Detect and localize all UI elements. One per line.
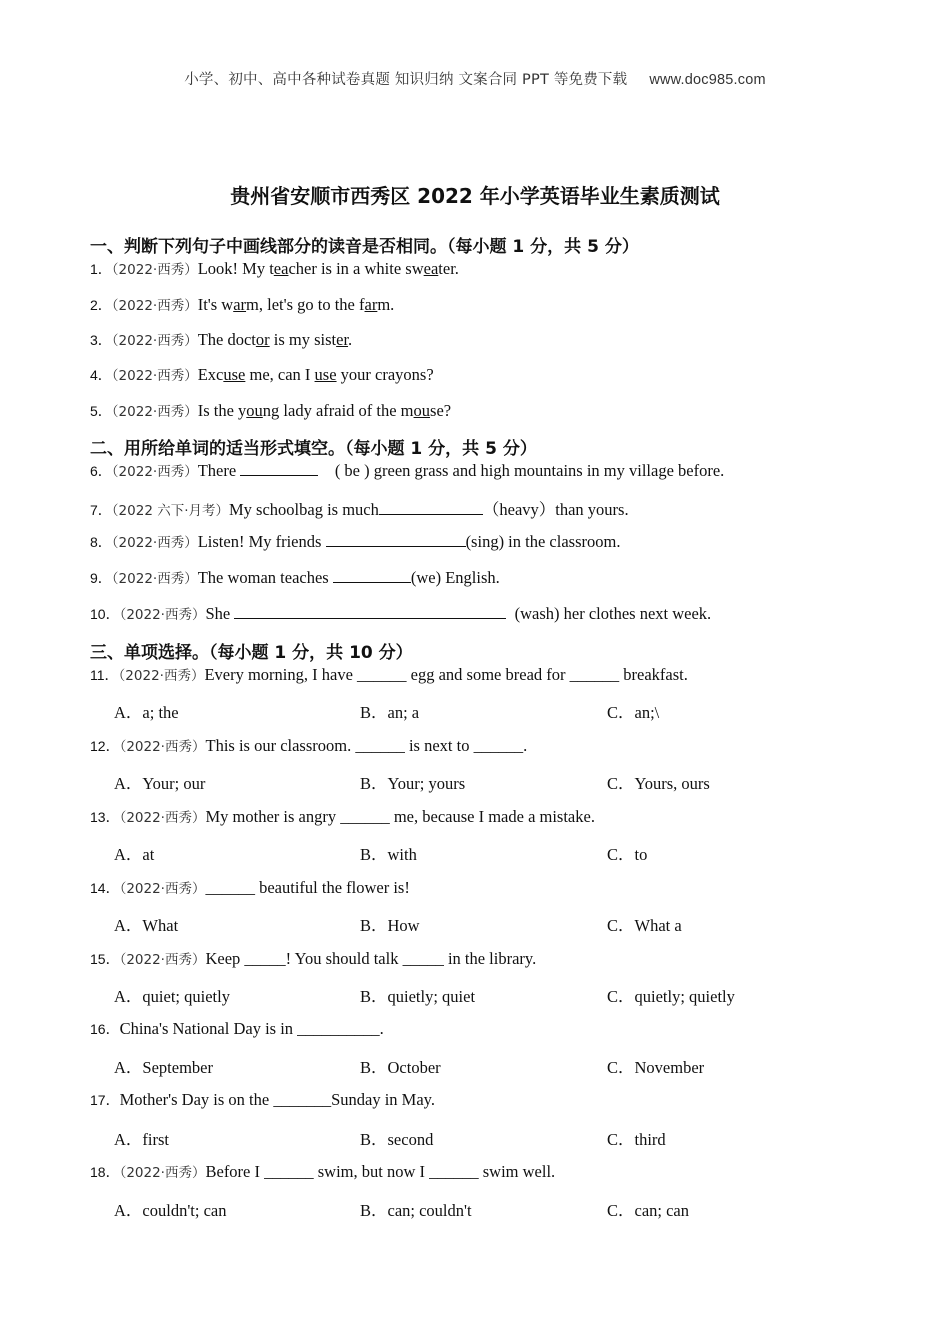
option-a[interactable]: A．at <box>114 845 155 864</box>
question-text: My schoolbag is much <box>229 500 379 519</box>
option-a[interactable]: A．first <box>114 1130 169 1149</box>
page-title: 贵州省安顺市西秀区 2022 年小学英语毕业生素质测试 <box>230 184 720 208</box>
section-1-heading: 一、判断下列句子中画线部分的读音是否相同。（每小题 1 分，共 5 分） <box>90 237 639 257</box>
question-number: 7． <box>90 502 112 518</box>
option-c[interactable]: C．can; can <box>607 1201 690 1220</box>
question-text: ( be ) green grass and high mountains in my village before. <box>318 461 725 480</box>
option-a[interactable]: A．a; the <box>114 703 179 722</box>
question-source: （2022·西秀） <box>119 607 206 623</box>
question-text: The woman teaches <box>197 568 333 587</box>
header-text: 小学、初中、高中各种试卷真题 知识归纳 文案合同 PPT 等免费下载 <box>184 72 628 88</box>
question-text: (wash) her clothes next week. <box>506 604 712 623</box>
underlined-part: ar <box>364 295 378 314</box>
option-a[interactable]: A．quiet; quietly <box>114 987 230 1006</box>
question-source: （2022·西秀） <box>119 881 206 897</box>
question-text: （heavy）than yours. <box>482 500 629 519</box>
underlined-part: ea <box>423 259 439 278</box>
option-b[interactable]: B．with <box>360 845 417 864</box>
question-13 <box>90 806 595 827</box>
answer-blank[interactable] <box>326 532 466 547</box>
question-text: ter. <box>438 259 459 278</box>
question-source: （2022·西秀） <box>119 1165 206 1181</box>
question-source: （2022 六下·月考） <box>111 503 229 519</box>
question-text: Listen! My friends <box>197 532 326 551</box>
question-number: 14． <box>90 880 120 896</box>
underlined-part: use <box>314 365 337 384</box>
question-number: 18． <box>90 1164 120 1180</box>
question-2 <box>90 294 394 315</box>
question-text: (we) English. <box>410 568 500 587</box>
question-number: 10． <box>90 606 120 622</box>
question-8 <box>90 531 620 552</box>
question-source: （2022·西秀） <box>119 739 206 755</box>
option-b[interactable]: B．October <box>360 1058 441 1077</box>
question-number: 1． <box>90 261 112 277</box>
option-b[interactable]: B．second <box>360 1130 434 1149</box>
question-number: 5． <box>90 403 112 419</box>
question-12 <box>90 735 527 756</box>
question-text: Exc <box>197 365 224 384</box>
question-text: se? <box>430 401 452 420</box>
question-number: 2． <box>90 297 112 313</box>
question-source: （2022·西秀） <box>118 668 205 684</box>
question-source: （2022·西秀） <box>111 368 198 384</box>
option-b[interactable]: B．an; a <box>360 703 420 722</box>
question-text: cher is in a white sw <box>288 259 424 278</box>
option-b[interactable]: B．Your; yours <box>360 774 466 793</box>
question-number: 15． <box>90 951 120 967</box>
underlined-part: ea <box>273 259 289 278</box>
question-text: Before I ______ swim, but now I ______ swim well. <box>205 1162 556 1181</box>
question-text: There <box>197 461 241 480</box>
question-text: Mother's Day is on the _______Sunday in May. <box>119 1090 435 1109</box>
question-source: （2022·西秀） <box>111 404 198 420</box>
option-c[interactable]: C．quietly; quietly <box>607 987 735 1006</box>
question-text: She <box>205 604 235 623</box>
question-number: 3． <box>90 332 112 348</box>
question-number: 9． <box>90 570 112 586</box>
question-number: 8． <box>90 534 112 550</box>
question-text: ng lady afraid of the m <box>262 401 414 420</box>
underlined-part: use <box>223 365 246 384</box>
question-text: Keep _____! You should talk _____ in the library. <box>205 949 537 968</box>
question-text: It's w <box>197 295 234 314</box>
option-b[interactable]: B．can; couldn't <box>360 1201 472 1220</box>
question-text: me, can I <box>245 365 315 384</box>
question-text: Look! My t <box>197 259 274 278</box>
answer-blank[interactable] <box>379 500 483 515</box>
option-c[interactable]: C．to <box>607 845 648 864</box>
answer-blank[interactable] <box>333 568 411 583</box>
section-3-heading: 三、单项选择。（每小题 1 分，共 10 分） <box>90 643 413 663</box>
question-15 <box>90 948 536 969</box>
option-a[interactable]: A．September <box>114 1058 213 1077</box>
question-source: （2022·西秀） <box>111 333 198 349</box>
option-c[interactable]: C．Yours, ours <box>607 774 710 793</box>
question-source: （2022·西秀） <box>111 298 198 314</box>
question-9 <box>90 567 500 588</box>
question-text: is my sist <box>269 330 337 349</box>
option-a[interactable]: A．couldn't; can <box>114 1201 227 1220</box>
question-number: 6． <box>90 463 112 479</box>
page-header <box>0 68 950 89</box>
answer-blank[interactable] <box>234 604 506 619</box>
option-a[interactable]: A．What <box>114 916 179 935</box>
question-6 <box>90 460 724 481</box>
option-c[interactable]: C．third <box>607 1130 666 1149</box>
question-source: （2022·西秀） <box>119 810 206 826</box>
question-18 <box>90 1161 555 1182</box>
question-number: 17． <box>90 1092 120 1108</box>
question-number: 16． <box>90 1021 120 1037</box>
question-text: ______ beautiful the flower is! <box>205 878 410 897</box>
option-b[interactable]: B．How <box>360 916 420 935</box>
question-text: m, let's go to the f <box>246 295 365 314</box>
question-5 <box>90 400 451 421</box>
question-text: your crayons? <box>336 365 434 384</box>
question-17 <box>90 1090 435 1110</box>
question-number: 4． <box>90 367 112 383</box>
header-site[interactable]: www.doc985.com <box>649 72 766 88</box>
option-a[interactable]: A．Your; our <box>114 774 206 793</box>
question-text: China's National Day is in __________. <box>119 1019 384 1038</box>
question-3 <box>90 329 352 350</box>
question-1 <box>90 258 459 279</box>
question-source: （2022·西秀） <box>111 262 198 278</box>
underlined-part: or <box>255 330 270 349</box>
question-number: 12． <box>90 738 120 754</box>
question-14 <box>90 877 410 898</box>
option-c[interactable]: C．What a <box>607 916 682 935</box>
underlined-part: ou <box>246 401 263 420</box>
question-16 <box>90 1019 384 1039</box>
question-number: 11． <box>90 667 119 683</box>
question-text: m. <box>377 295 395 314</box>
option-c[interactable]: C．November <box>607 1058 705 1077</box>
question-text: . <box>348 330 353 349</box>
question-text: (sing) in the classroom. <box>465 532 621 551</box>
question-10 <box>90 603 711 624</box>
question-source: （2022·西秀） <box>111 535 198 551</box>
question-text: My mother is angry ______ me, because I made a mistake. <box>205 807 595 826</box>
underlined-part: ar <box>233 295 247 314</box>
question-source: （2022·西秀） <box>111 464 198 480</box>
answer-blank[interactable] <box>240 461 318 476</box>
question-11 <box>90 664 688 685</box>
section-2-heading: 二、用所给单词的适当形式填空。（每小题 1 分，共 5 分） <box>90 439 537 459</box>
question-text: Every morning, I have ______ egg and some bread for ______ breakfast. <box>204 665 688 684</box>
question-number: 13． <box>90 809 120 825</box>
question-text: The doct <box>197 330 256 349</box>
question-4 <box>90 364 434 385</box>
question-source: （2022·西秀） <box>119 952 206 968</box>
question-text: This is our classroom. ______ is next to ______. <box>205 736 528 755</box>
underlined-part: ou <box>413 401 431 420</box>
question-text: Is the y <box>197 401 247 420</box>
underlined-part: er <box>336 330 349 349</box>
option-b[interactable]: B．quietly; quiet <box>360 987 476 1006</box>
question-source: （2022·西秀） <box>111 571 198 587</box>
question-7 <box>90 496 629 520</box>
option-c[interactable]: C．an;\ <box>607 703 660 722</box>
